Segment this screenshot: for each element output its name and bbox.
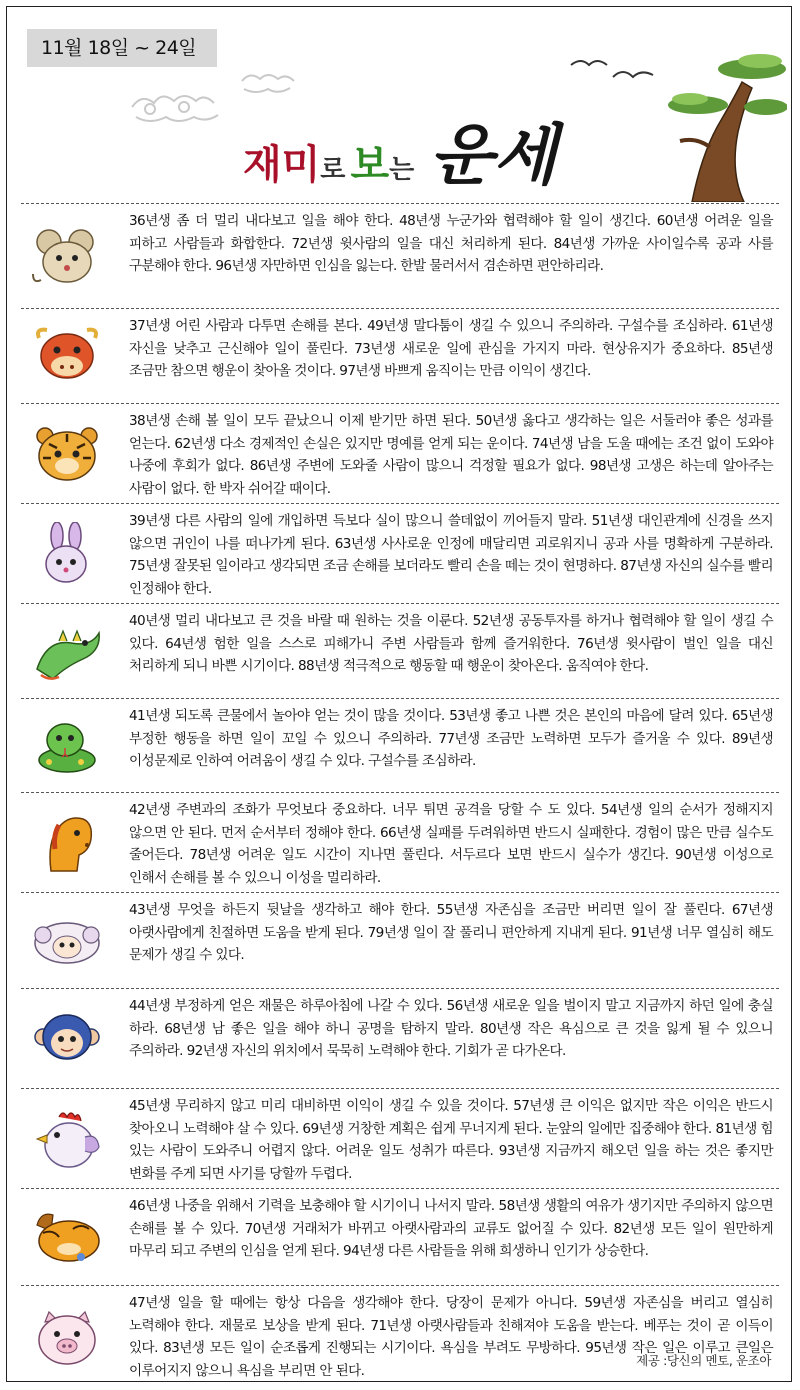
dragon-icon (29, 619, 105, 683)
fortune-text: 47년생 일을 할 때에는 항상 다음을 생각해야 한다. 당장이 문제가 아니다. 59년생 자존심을 버리고 열심히 노력해야 한다. 재물로 보상을 받게 된다. 71년생 아랫사람들과 친해져야 도움을 받는다. 베푸는 것이 곧 이득이 있다. 83년생 모든 일이 순조롭게 진행되는 시기이다. 욕심을 부려도 무방하다. 95년생 작은 일은 이루고 큰일은 이루어지지 않으니 욕심을 부리면 안 된다. (129, 1295, 773, 1379)
fortune-list (21, 203, 779, 1382)
fortune-row-rabbit (21, 503, 779, 603)
fortune-text: 41년생 되도록 큰물에서 놀아야 얻는 것이 많을 것이다. 53년생 좋고 나쁜 것은 본인의 마음에 달려 있다. 65년생 부정한 행동을 하면 일이 꼬일 수 있으니 주의하라. 77년생 조금만 노력하면 모두가 즐거울 수 있다. 89년생 이성문제로 인하여 어려움이 생길 수 있다. 구설수를 조심하라. (129, 708, 773, 769)
sheep-icon (29, 909, 105, 973)
fortune-text: 45년생 무리하지 않고 미리 대비하면 이익이 생길 수 있을 것이다. 57년생 큰 이익은 없지만 작은 이익은 반드시 찾아오니 노력해야 살 수 있다. 69년생 거창한 계획은 쉽게 무너지게 된다. 눈앞의 일에만 집중해야 한다. 81년생 힘 있는 사람이 도와주니 어렵지 않다. 어려운 일도 성취가 따른다. 93년생 지금까지 해오던 일을 하는 것은 좋지만 변화를 주게 되면 사기를 당할까 두렵다. (129, 1098, 773, 1182)
snake-icon (29, 714, 105, 778)
fortune-row-tiger (21, 403, 779, 503)
horse-icon (29, 811, 105, 875)
page-title (243, 102, 557, 192)
fortune-text: 44년생 부정하게 얻은 재물은 하루아침에 나갈 수 있다. 56년생 새로운 일을 벌이지 말고 지금까지 하던 일에 충실 하라. 68년생 남 좋은 일을 해야 하니 공명을 탐하지 말라. 80년생 작은 욕심으로 큰 것을 잃게 될 수 있으니 주의하라. 92년생 자신의 위치에서 묵묵히 노력해야 한다. 기회가 곧 다가온다. (129, 998, 773, 1059)
fortune-row-dog (21, 1188, 779, 1285)
fortune-text: 42년생 주변과의 조화가 무엇보다 중요하다. 너무 튀면 공격을 당할 수 도 있다. 54년생 일의 순서가 정해지지 않으면 안 된다. 먼저 순서부터 정해야 한다. 66년생 실패를 두려워하면 반드시 실패한다. 경험이 많은 만큼 실수도 줄어든다. 78년생 어려운 일도 시간이 지나면 풀린다. 서두르다 보면 반드시 실수가 생긴다. 90년생 이성으로 인해서 손해를 볼 수 있으니 이성을 멀리하라. (129, 802, 773, 886)
credit-label: 제공 :당신의 멘토, 운조아 (636, 1353, 771, 1368)
fortune-row-snake (21, 698, 779, 792)
fortune-text: 39년생 다른 사람의 일에 개입하면 득보다 실이 많으니 쓸데없이 끼어들지 말라. 51년생 대인관계에 신경을 쓰지 않으면 귀인이 나를 떠나가게 된다. 63년생 사사로운 인정에 매달리면 괴로워지니 공과 사를 명확하게 구분하라. 75년생 잘못된 일이라고 생각되면 조금 손해를 보더라도 빨리 손을 떼는 것이 현명하다. 87년생 자신의 실수를 빨리 인정해야 한다. (129, 513, 773, 597)
pig-icon (29, 1306, 105, 1370)
title-part-5: 운세 (429, 116, 557, 194)
fortune-row-dragon (21, 603, 779, 698)
fortune-text: 46년생 나중을 위해서 기력을 보충해야 할 시기이니 나서지 말라. 58년생 생활의 여유가 생기지만 주의하지 않으면 손해를 볼 수 있다. 70년생 거래처가 바뀌고 아랫사람과의 교류도 없어질 수 있다. 82년생 모든 일이 원만하게 마무리 되고 주변의 인심을 얻게 된다. 94년생 다른 사람들을 위해 희생하니 인기가 상승한다. (129, 1198, 773, 1259)
fortune-row-horse (21, 792, 779, 892)
monkey-icon (29, 1007, 105, 1071)
birds-icon (567, 47, 657, 87)
fortune-text: 38년생 손해 볼 일이 모두 끝났으니 이제 받기만 하면 된다. 50년생 옳다고 생각하는 일은 서둘러야 좋은 성과를 얻는다. 62년생 다소 경제적인 손실은 있지만 명예를 얻게 되는 운이다. 74년생 남을 도울 때에는 조건 없이 도와야 나중에 후회가 없다. 86년생 주변에 도와줄 사람이 많으니 걱정할 필요가 없다. 98년생 고생은 하는데 알아주는 사람이 없다. 한 박자 쉬어갈 때이다. (129, 413, 773, 497)
rooster-icon (29, 1107, 105, 1171)
title-part-1: 재미 (243, 142, 321, 188)
fortune-row-rooster (21, 1088, 779, 1188)
fortune-text: 37년생 어린 사람과 다투면 손해를 본다. 49년생 말다툼이 생길 수 있으니 주의하라. 구설수를 조심하라. 61년생 자신을 낮추고 근신해야 일이 풀린다. 73년생 새로운 일에 관심을 가지지 마라. 현상유지가 중요하다. 85년생 조금만 참으면 행운이 찾아올 것이다. 97년생 바쁘게 움직이는 만큼 이익이 생긴다. (129, 318, 773, 379)
pine-tree-icon (662, 47, 787, 202)
fortune-row-sheep (21, 892, 779, 988)
fortune-text: 43년생 무엇을 하든지 뒷날을 생각하고 해야 한다. 55년생 자존심을 조금만 버리면 일이 잘 풀린다. 67년생 아랫사람에게 친절하면 도움을 받게 된다. 79년생 일이 잘 풀리니 편안하게 지내게 된다. 91년생 너무 열심히 해도 문제가 생길 수 있다. (129, 902, 773, 963)
title-part-2: 로 (320, 155, 346, 185)
title-part-4: 는 (389, 155, 415, 185)
date-range-label: 11월 18일 ~ 24일 (27, 29, 217, 67)
fortune-row-ox (21, 308, 779, 403)
rat-icon (29, 224, 105, 288)
rabbit-icon (29, 522, 105, 586)
dog-icon (29, 1205, 105, 1269)
tiger-icon (29, 422, 105, 486)
fortune-row-monkey (21, 988, 779, 1088)
fortune-row-rat (21, 203, 779, 308)
ox-icon (29, 324, 105, 388)
horoscope-page (6, 6, 792, 1382)
title-part-3: 보 (350, 142, 390, 188)
fortune-text: 36년생 좀 더 멀리 내다보고 일을 해야 한다. 48년생 누군가와 협력해야 할 일이 생긴다. 60년생 어려운 일을 피하고 사람들과 화합한다. 72년생 윗사람의 일을 대신 처리하게 된다. 84년생 가까운 사이일수록 공과 사를 구분해야 한다. 96년생 자만하면 인심을 잃는다. 한발 물러서서 겸손하면 편안하리라. (129, 213, 773, 274)
fortune-text: 40년생 멀리 내다보고 큰 것을 바랄 때 원하는 것을 이룬다. 52년생 공동투자를 하거나 협력해야 할 일이 생길 수 있다. 64년생 험한 일을 스스로 피해가니 주변 사람들과 함께 즐거워한다. 76년생 윗사람이 벌인 일을 대신 처리하게 되니 바쁜 시기이다. 88년생 적극적으로 행동할 때 행운이 찾아온다. 움직여야 한다. (129, 613, 773, 674)
